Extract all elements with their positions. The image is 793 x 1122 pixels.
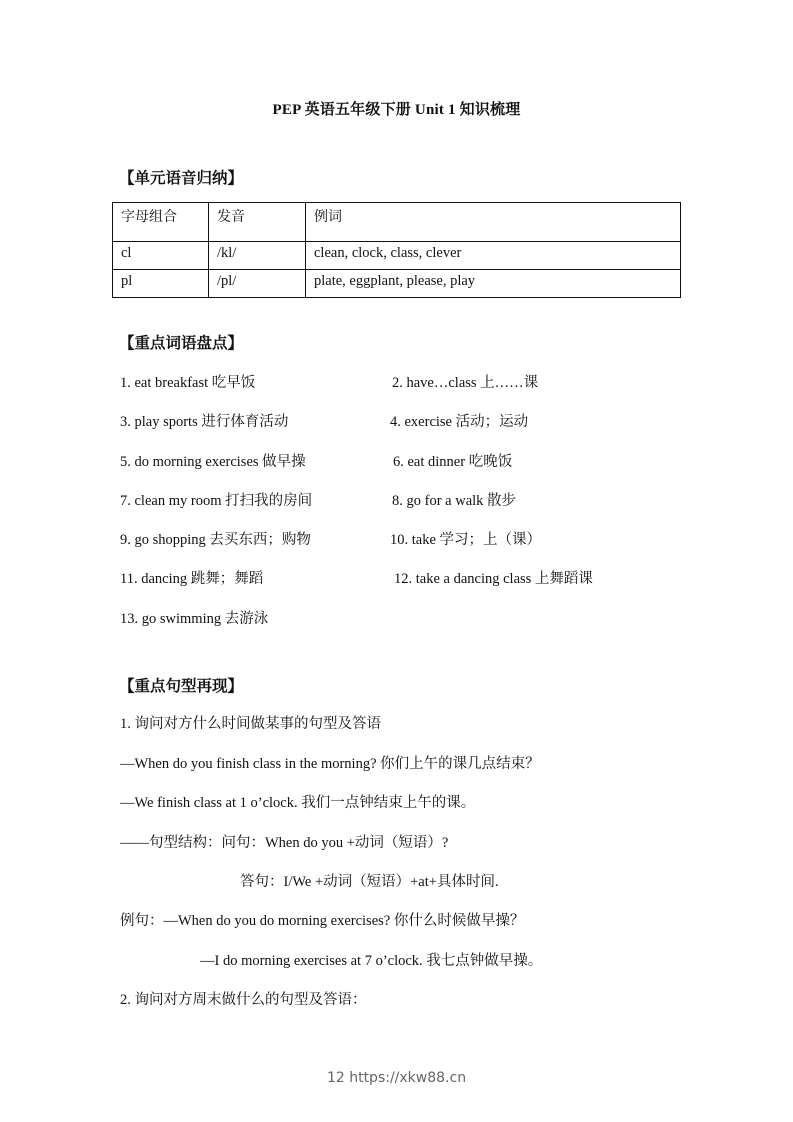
cell-combo: cl — [113, 242, 209, 270]
vocab-item: 11. dancing 跳舞；舞蹈 — [120, 571, 264, 587]
cell-combo: pl — [113, 270, 209, 298]
structure-answer: 答句：I/We +动词（短语）+at+具体时间. — [240, 874, 499, 890]
vocab-item: 10. take 学习；上（课） — [390, 532, 542, 548]
vocab-item: 8. go for a walk 散步 — [392, 493, 517, 509]
cell-sound: /kl/ — [209, 242, 306, 270]
vocab-heading: 【重点词语盘点】 — [119, 334, 244, 352]
table-row — [113, 242, 681, 270]
phonics-table — [112, 202, 681, 298]
cell-sound: /pl/ — [209, 270, 306, 298]
vocab-item: 4. exercise 活动；运动 — [390, 414, 529, 430]
page-footer: 12 https://xkw88.cn — [326, 1070, 467, 1086]
example-answer: —We finish class at 1 o’clock. 我们一点钟结束上午的课。 — [120, 795, 476, 811]
vocab-item: 5. do morning exercises 做早操 — [120, 454, 306, 470]
table-row — [113, 270, 681, 298]
header-pronunciation: 发音 — [209, 203, 306, 242]
sentence-subheading: 2. 询问对方周末做什么的句型及答语： — [120, 992, 367, 1008]
example-question: —When do you finish class in the morning? 你们上午的课几点结束？ — [120, 756, 540, 772]
table-header-row — [113, 203, 681, 242]
vocab-item: 13. go swimming 去游泳 — [120, 611, 269, 627]
vocab-item: 6. eat dinner 吃晚饭 — [393, 454, 513, 470]
structure-question: ——句型结构：问句：When do you +动词（短语）? — [120, 835, 449, 851]
document-title: PEP 英语五年级下册 Unit 1 知识梳理 — [272, 102, 521, 118]
sentence-heading: 【重点句型再现】 — [119, 677, 244, 695]
header-letter-combo: 字母组合 — [113, 203, 209, 242]
sample-answer: —I do morning exercises at 7 o’clock. 我七点钟做早操。 — [200, 953, 543, 969]
cell-examples: clean, clock, class, clever — [306, 242, 681, 270]
vocab-item: 12. take a dancing class 上舞蹈课 — [394, 571, 593, 587]
phonics-heading: 【单元语音归纳】 — [119, 169, 244, 187]
cell-examples: plate, eggplant, please, play — [306, 270, 681, 298]
vocab-item: 7. clean my room 打扫我的房间 — [120, 493, 313, 509]
vocab-item: 1. eat breakfast 吃早饭 — [120, 375, 256, 391]
vocab-item: 9. go shopping 去买东西；购物 — [120, 532, 311, 548]
sample-question: 例句：—When do you do morning exercises? 你什么时候做早操？ — [120, 913, 525, 929]
header-example-words: 例词 — [306, 203, 681, 242]
vocab-item: 3. play sports 进行体育活动 — [120, 414, 289, 430]
sentence-subheading: 1. 询问对方什么时间做某事的句型及答语 — [120, 716, 381, 732]
vocab-item: 2. have…class 上……课 — [392, 375, 539, 391]
